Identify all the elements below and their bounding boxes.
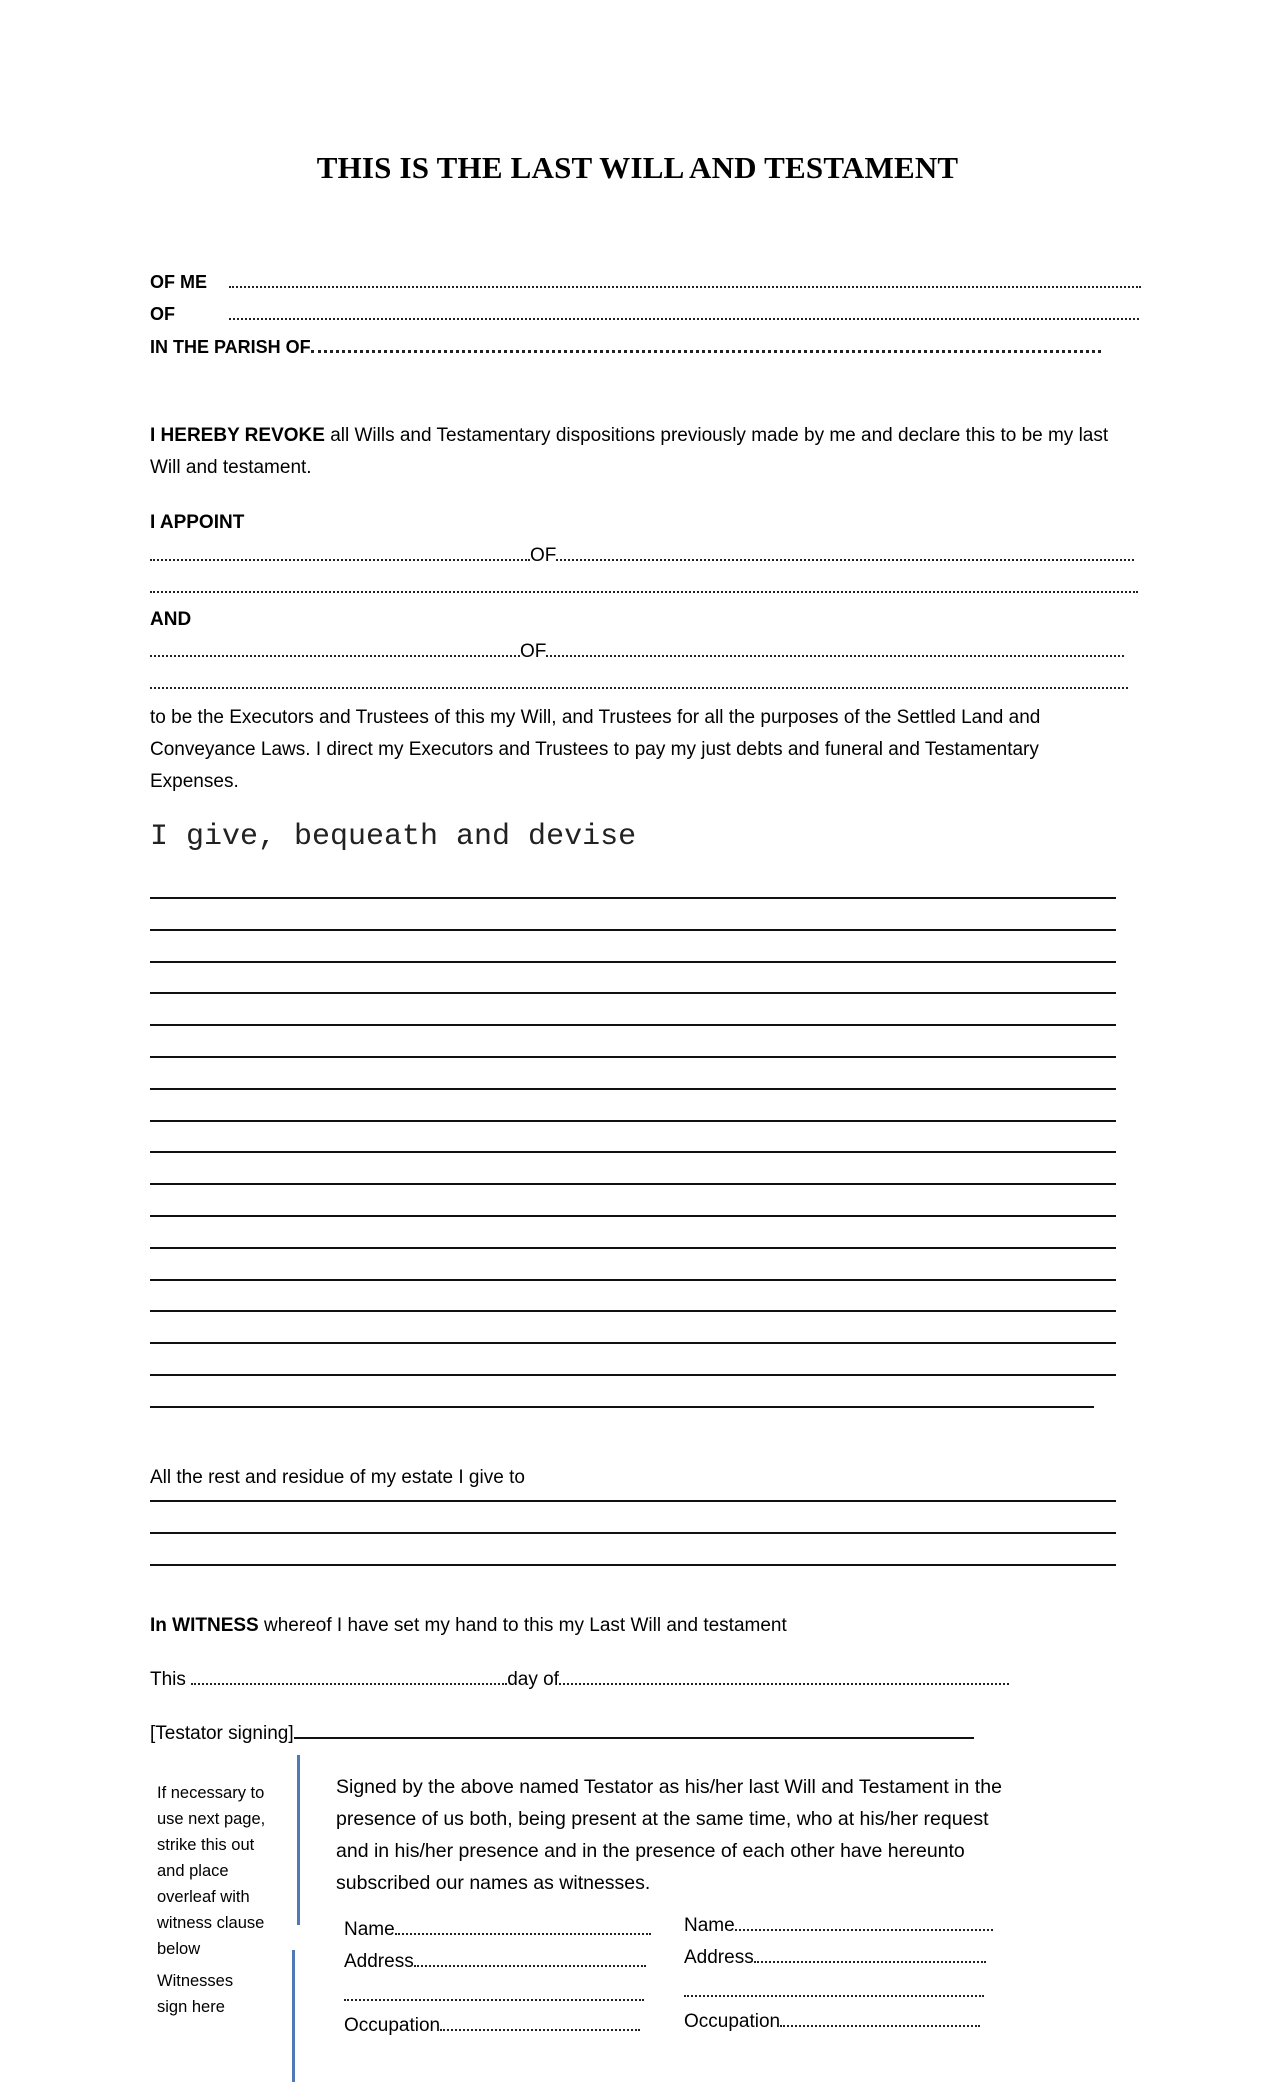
bequest-line[interactable] bbox=[150, 961, 1116, 963]
executor1-row bbox=[150, 540, 1140, 572]
and-label: AND bbox=[150, 609, 192, 630]
witness1-address-label: Address bbox=[344, 1951, 414, 1972]
bequest-line[interactable] bbox=[150, 1151, 1116, 1153]
testator-signing-row bbox=[150, 1718, 974, 1750]
day-input[interactable] bbox=[191, 1669, 507, 1685]
bequest-line[interactable] bbox=[150, 897, 1116, 899]
witnesses-sign-here-note: Witnesses sign here bbox=[157, 1972, 234, 2016]
bequest-line[interactable] bbox=[150, 1183, 1116, 1185]
of-label: OF bbox=[150, 304, 175, 324]
witness1-name-input[interactable] bbox=[395, 1918, 651, 1935]
witness-bold-lead: In WITNESS bbox=[150, 1615, 259, 1636]
witness2-occupation-row bbox=[684, 2010, 980, 2033]
executors-paragraph: to be the Executors and Trustees of this my Will, and Trustees for all the purposes of the Settled Land and Conveyance Laws. I direct my Executors and Trustees to pay my just debts and funeral and Testamentary Expenses. bbox=[150, 707, 1041, 792]
attestation-paragraph: Signed by the above named Testator as his/her last Will and Testament in the presence of us both, being present at the same time, who at his/her request and in his/her presence and in the presence of each other have hereunto subscribed our names as witnesses. bbox=[336, 1776, 1002, 1894]
witness1-address-input[interactable] bbox=[414, 1950, 646, 1967]
bequest-heading: I give, bequeath and devise bbox=[150, 820, 637, 854]
executor2-of-label: OF bbox=[520, 641, 547, 662]
executor1-address-line2-input[interactable] bbox=[150, 577, 1138, 593]
witness-clause-text: whereof I have set my hand to this my Last Will and testament bbox=[258, 1615, 787, 1636]
witness1-address-line2-input[interactable] bbox=[344, 1984, 644, 2001]
bequest-line[interactable] bbox=[150, 1215, 1116, 1217]
witness2-address-line2-input[interactable] bbox=[684, 1980, 984, 1997]
residue-line[interactable] bbox=[150, 1532, 1116, 1534]
of-me-input[interactable] bbox=[229, 272, 1141, 288]
parish-field-row bbox=[150, 331, 1140, 363]
residue-label: All the rest and residue of my estate I give to bbox=[150, 1467, 525, 1488]
executor2-name-input[interactable] bbox=[150, 641, 520, 657]
bequest-line[interactable] bbox=[150, 1279, 1116, 1281]
strike-out-note: If necessary to use next page, strike this out and place overleaf with witness clause below bbox=[157, 1784, 266, 1958]
bequest-line[interactable] bbox=[150, 1374, 1116, 1376]
witness2-name-input[interactable] bbox=[735, 1914, 993, 1931]
of-me-label: OF ME bbox=[150, 272, 207, 292]
divider-bar-upper bbox=[297, 1755, 300, 1925]
testator-signature-input[interactable] bbox=[294, 1719, 974, 1739]
bequest-line[interactable] bbox=[150, 929, 1116, 931]
of-field-row bbox=[150, 298, 1140, 330]
bequest-line[interactable] bbox=[150, 1024, 1116, 1026]
executor1-address-line2-row bbox=[150, 572, 1140, 604]
parish-input[interactable] bbox=[311, 336, 1101, 353]
witness2-address-input[interactable] bbox=[754, 1946, 986, 1963]
witness1-name-row bbox=[344, 1918, 651, 1941]
executor2-address-line2-row bbox=[150, 668, 1140, 700]
executor2-address-input[interactable] bbox=[546, 641, 1124, 657]
bequest-line[interactable] bbox=[150, 1056, 1116, 1058]
witness1-occupation-row bbox=[344, 2014, 640, 2037]
month-year-input[interactable] bbox=[559, 1669, 1009, 1685]
day-of-label: day of bbox=[507, 1669, 559, 1690]
witness2-occupation-label: Occupation bbox=[684, 2011, 781, 2032]
witness1-occupation-input[interactable] bbox=[440, 2014, 640, 2031]
of-input[interactable] bbox=[229, 304, 1139, 320]
bequest-line[interactable] bbox=[150, 992, 1116, 994]
witness2-occupation-input[interactable] bbox=[780, 2010, 980, 2027]
of-me-field-row bbox=[150, 266, 1140, 298]
executor1-name-input[interactable] bbox=[150, 545, 530, 561]
revoke-text: all Wills and Testamentary dispositions previously made by me and declare this to be my last Will and testament. bbox=[150, 425, 1109, 478]
executor2-address-line2-input[interactable] bbox=[150, 673, 1128, 689]
witness1-address-line2-row bbox=[344, 1984, 644, 2007]
witness2-address-row bbox=[684, 1946, 986, 1969]
divider-bar-lower bbox=[292, 1950, 295, 2082]
parish-label: IN THE PARISH OF bbox=[150, 337, 311, 357]
witness2-name-row bbox=[684, 1914, 993, 1937]
executor1-address-input[interactable] bbox=[556, 545, 1134, 561]
witness1-name-label: Name bbox=[344, 1919, 395, 1940]
witness2-address-line2-row bbox=[684, 1980, 984, 2003]
bequest-line[interactable] bbox=[150, 1310, 1116, 1312]
residue-line[interactable] bbox=[150, 1564, 1116, 1566]
revoke-paragraph bbox=[150, 420, 1140, 484]
executor1-of-label: OF bbox=[530, 545, 557, 566]
bequest-line[interactable] bbox=[150, 1120, 1116, 1122]
bequest-line[interactable] bbox=[150, 1342, 1116, 1344]
witness2-name-label: Name bbox=[684, 1915, 735, 1936]
testator-signing-label: [Testator signing] bbox=[150, 1723, 294, 1744]
witness1-address-row bbox=[344, 1950, 646, 1973]
witness-clause bbox=[150, 1610, 787, 1642]
bequest-line[interactable] bbox=[150, 1247, 1116, 1249]
witness2-address-label: Address bbox=[684, 1947, 754, 1968]
executor2-row bbox=[150, 636, 1140, 668]
date-line bbox=[150, 1664, 1009, 1696]
witness1-occupation-label: Occupation bbox=[344, 2015, 441, 2036]
bequest-line[interactable] bbox=[150, 1088, 1116, 1090]
document-title: THIS IS THE LAST WILL AND TESTAMENT bbox=[316, 150, 959, 185]
appoint-heading: I APPOINT bbox=[150, 512, 245, 533]
bequest-line[interactable] bbox=[150, 1406, 1094, 1408]
revoke-bold-lead: I HEREBY REVOKE bbox=[150, 425, 325, 446]
residue-line[interactable] bbox=[150, 1500, 1116, 1502]
this-label: This bbox=[150, 1669, 186, 1690]
